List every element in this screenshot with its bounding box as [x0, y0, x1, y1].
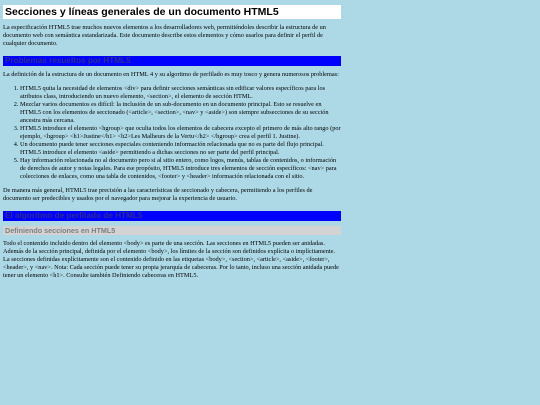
page-title: Secciones y líneas generales de un documento HTML5 — [3, 5, 341, 19]
section-heading-problems-text: Problemas resueltos por HTML5 — [5, 56, 131, 65]
list-item: 1. HTML5 quita la necesidad de elementos <div> para definir secciones semánticas sin edificar valores específicos para los atributos class, introduciendo un nuevo elemento, <section>, el elemento de sección HTML. — [20, 85, 341, 101]
section-heading-problems — [3, 56, 341, 66]
document — [0, 0, 341, 280]
defining-sections-paragraph: Todo el contenido incluido dentro del elemento <body> es parte de una sección. Las secciones en HTML5 pueden ser anidadas. Además de la sección principal, definida por el elemento <body>, los límites de la sección son definidos explícita o implícitamente. La secciones definidas explícitamente son el contenido definido en las etiquetas <body>, <section>, <article>, <aside>, <footer>, <header>, y <nav>. Nota: Cada sección puede tener su propia jerarquía de cabeceras. Por lo tanto, incluso una sección anidada puede tener un elemento <h1>. Consulte también Definiendo cabeceras en HTML5. — [3, 240, 339, 279]
problems-list — [3, 85, 341, 181]
list-item: 3. HTML5 introduce el elemento <hgroup> que oculta todos los elementos de cabecera excepto el primero de más alto rango (por ejemplo, <hgroup> <h1>Justine</h1> <h2>Les Malheurs de la Vertu</h2> </hgroup> crea el perfil 1. Justine). — [20, 125, 341, 141]
list-item: 4. Un documento puede tener secciones especiales conteniendo información relacionada que no es parte del flujo principal. HTML5 introduce el elemento <aside> permitiendo a dichas secciones no ser parte del perfil principal. — [20, 141, 341, 157]
problems-closing-paragraph: De manera más general, HTML5 trae precisión a las características de seccionado y cabecera, permitiendo a los perfiles de documento ser predecibles y usados por el navegador para mejorar la experiencia de usuario. — [3, 187, 313, 202]
subsection-heading-defining: Definiendo secciones en HTML5 — [3, 226, 341, 235]
section-heading-algorithm-text: El algoritmo de perfilado de HTML5 — [5, 211, 143, 220]
section-heading-algorithm — [3, 211, 341, 221]
intro-paragraph: La especificación HTML5 trae muchos nuevos elementos a los desarrolladores web, permitiéndoles describir la estructura de un documento web con semántica estandarizada. Este documento describe estos elementos y cómo usarlos para definir el perfil de cualquier documento. — [3, 24, 326, 47]
list-item: 2. Mezclar varios documentos es difícil: la inclusión de un sub-documento en un documento principal. Esto se resuelve en HTML5 con los elementos de seccionado (<article>, <section>, <nav> y <aside>) son siempre subsecciones de su sección ancestra más cercana. — [20, 101, 341, 125]
problems-lead-paragraph: La definición de la estructura de un documento en HTML 4 y su algoritmo de perfilado es muy tosco y genera numerosos problemas: — [3, 71, 339, 78]
list-item: 5. Hay información relacionada no al documento pero si al sitio entero, como logos, menús, tablas de contenidos, o información de derechos de autor y notas legales. Para ese propósito, HTML5 introduce tres elementos de sección específicos: <nav> para colecciones de enlaces, como una tabla de contenidos, <footer> y <header> información relacionada con el sitio. — [20, 157, 341, 181]
